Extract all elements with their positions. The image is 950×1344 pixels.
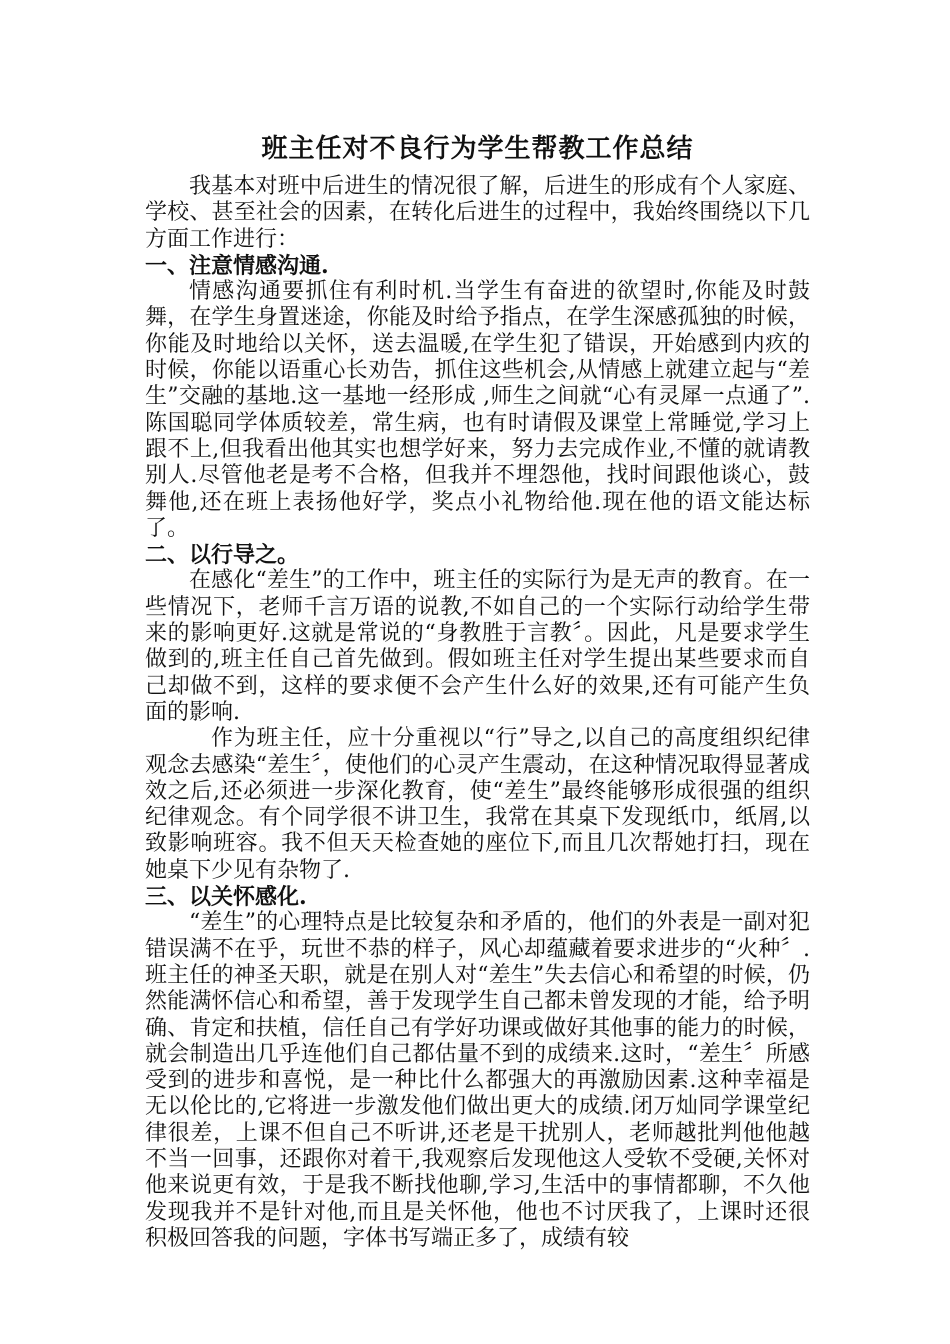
document-page (145, 132, 810, 1252)
section-heading-2: 二、以行导之。 (145, 542, 300, 569)
document-title: 班主任对不良行为学生帮教工作总结 (261, 134, 694, 164)
section-1-paragraph-1: 情感沟通要抓住有利时机.当学生有奋进的欲望时,你能及时鼓舞，在学生身置迷途，你能及时给予指点，在学生深感孤独的时候，你能及时地给以关怀，送去温暖,在学生犯了错误，开始感到内疚的时候，你能以语重心长劝告，抓住这些机会,从情感上就建立起与“差生”交融的基地.这一基地一经形成 ,师生之间就“心有灵犀一点通了”.陈国聪同学体质较差，常生病，也有时请假及课堂上常睡觉,学习上跟不上,但我看出他其实也想学好来，努力去完成作业,不懂的就请教别人.尽管他老是考不合格，但我并不埋怨他，找时间跟他谈心，鼓舞他,还在班上表扬他好学，奖点小礼物给他.现在他的语文能达标了。 (145, 279, 810, 541)
section-3-paragraph-1: “差生”的心理特点是比较复杂和矛盾的，他们的外表是一副对犯错误满不在乎，玩世不恭的样子，风心却蕴藏着要求进步的“火种〞.班主任的神圣天职，就是在别人对“差生”失去信心和希望的时候，仍然能满怀信心和希望，善于发现学生自己都未曾发现的才能，给予明确、肯定和扶植，信任自己有学好功课或做好其他事的能力的时候，就会制造出几乎连他们自己都估量不到的成绩来.这时，“差生〞所感受到的进步和喜悦，是一种比什么都强大的再激励因素.这种幸福是无以伦比的,它将进一步激发他们做出更大的成绩.闭万灿同学课堂纪律很差，上课不但自己不听讲,还老是干扰别人，老师越批判他他越不当一回事，还跟你对着干,我观察后发现他这人受软不受硬,关怀对他来说更有效，于是我不断找他聊,学习,生活中的事情都聊，不久他发现我并不是针对他,而且是关怀他，他也不讨厌我了，上课时还很积极回答我的问题，字体书写端正多了，成绩有较 (145, 910, 810, 1251)
section-2-paragraph-2: 作为班主任，应十分重视以“行”导之,以自己的高度组织纪律观念去感染“差生〞，使他们的心灵产生震动，在这种情况取得显著成效之后,还必须进一步深化教育，使“差生”最终能够形成很强的组织纪律观念。有个同学很不讲卫生，我常在其桌下发现纸巾，纸屑,以致影响班容。我不但天天检查她的座位下,而且几次帮她打扫，现在她桌下少见有杂物了. (145, 726, 810, 883)
intro-paragraph: 我基本对班中后进生的情况很了解，后进生的形成有个人家庭、学校、甚至社会的因素，在转化后进生的过程中，我始终围绕以下几方面工作进行： (145, 174, 810, 252)
section-heading-3: 三、以关怀感化. (145, 884, 307, 911)
section-heading-1: 一、注意情感沟通. (145, 252, 329, 279)
section-2-paragraph-1: 在感化“差生”的工作中，班主任的实际行为是无声的教育。在一些情况下，老师千言万语的说教,不如自己的一个实际行动给学生带来的影响更好.这就是常说的“身教胜于言教〞。因此，凡是要求学生做到的,班主任自己首先做到。假如班主任对学生提出某些要求而自己却做不到，这样的要求便不会产生什么好的效果,还有可能产生负面的影响. (145, 568, 810, 725)
